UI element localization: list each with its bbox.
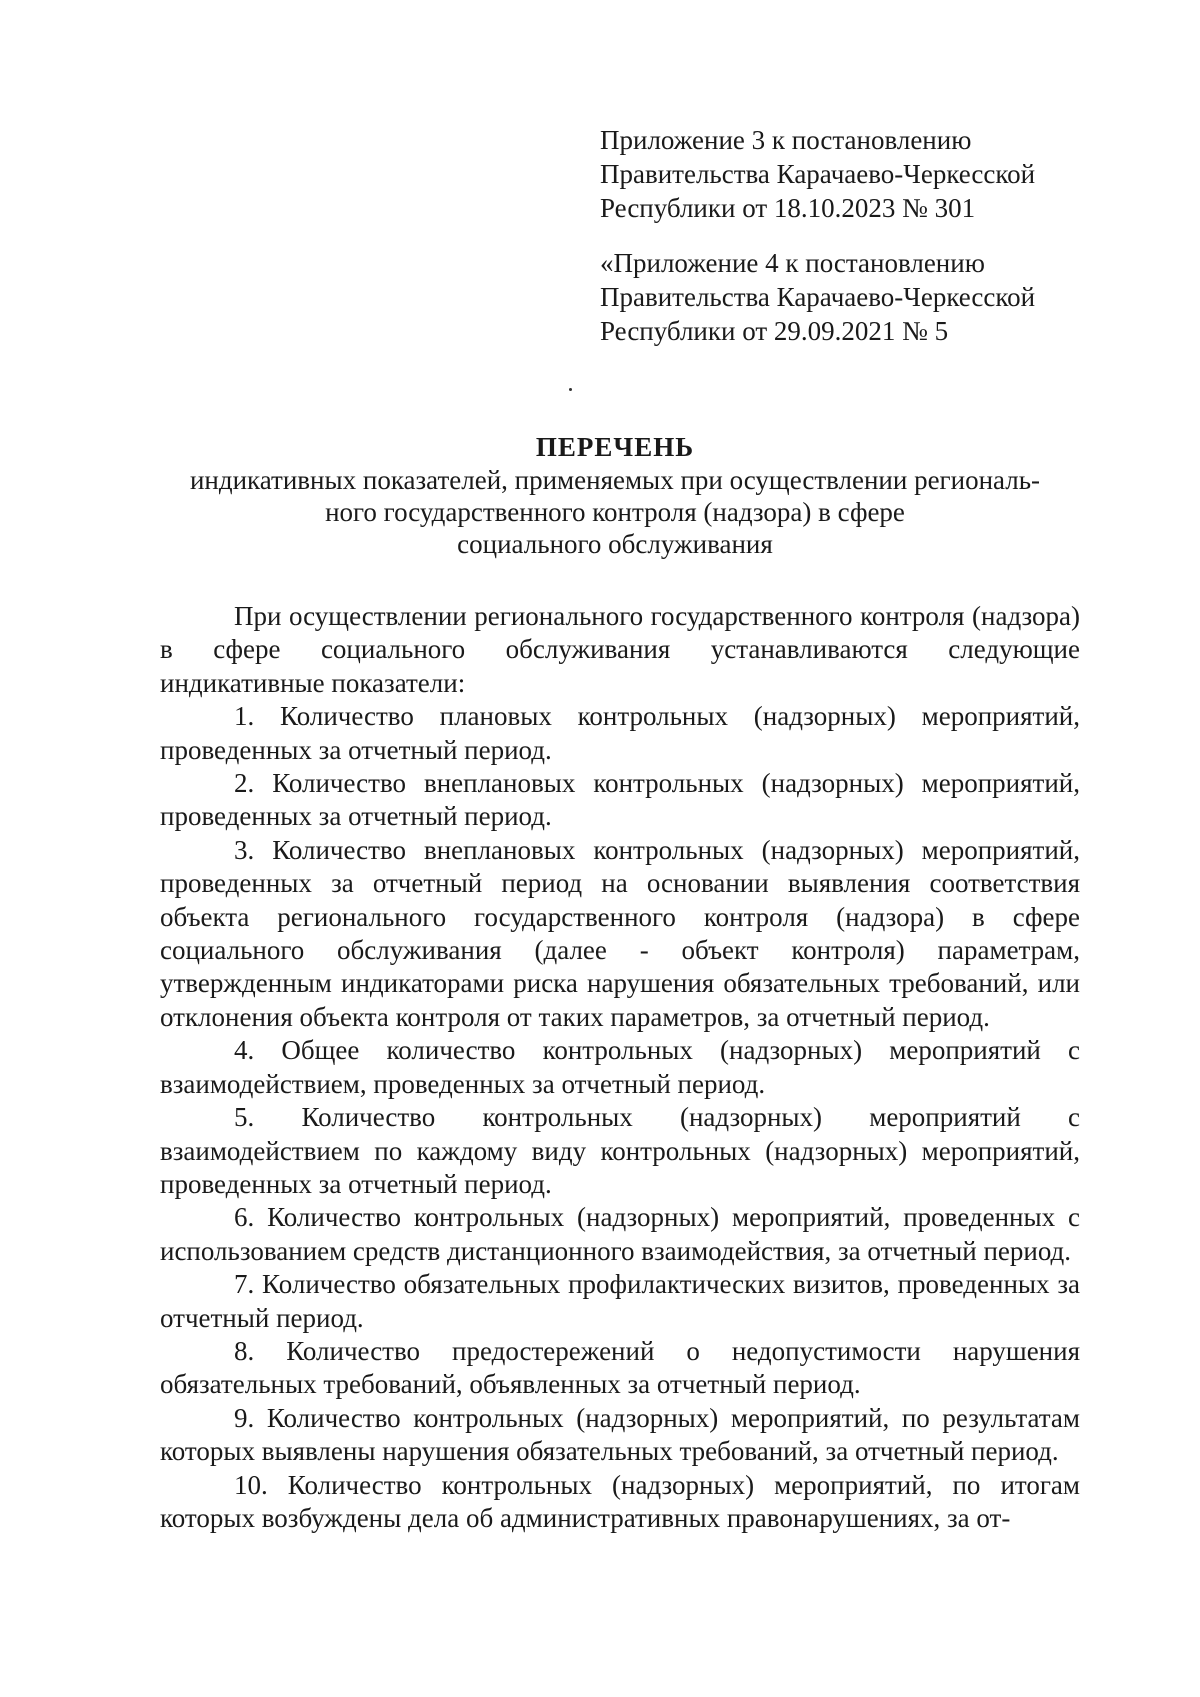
indicator-item: 8. Количество предостережений о недопустимости нарушения обязательных требований, объявленных за отчетный период. xyxy=(160,1335,1080,1400)
appendix-line: Республики от 29.09.2021 № 5 xyxy=(600,316,949,346)
document-heading xyxy=(150,430,1080,560)
indicator-item: 6. Количество контрольных (надзорных) мероприятий, проведенных с использованием средств дистанционного взаимодействия, за отчетный период. xyxy=(160,1202,1080,1266)
document-title: ПЕРЕЧЕНЬ xyxy=(535,432,695,462)
indicator-item: 3. Количество внеплановых контрольных (надзорных) мероприятий, проведенных за отчетный период на основании выявления соответствия объекта регионального государственного контроля (надзора) в сфере социального обслуживания (далее - объект контроля) параметрам, утвержденным индикаторами риска нарушения обязательных требований, или отклонения объекта контроля от таких параметров, за отчетный период. xyxy=(160,834,1080,1032)
document-subtitle-line: индикативных показателей, применяемых при осуществлении региональ- xyxy=(189,465,1041,495)
appendix-line: «Приложение 4 к постановлению xyxy=(600,248,985,278)
indicator-item: 5. Количество контрольных (надзорных) мероприятий с взаимодействием по каждому виду контрольных (надзорных) мероприятий, проведенных за отчетный период. xyxy=(160,1102,1080,1199)
indicator-item: 10. Количество контрольных (надзорных) мероприятий, по итогам которых возбуждены дела об административных правонарушениях, за от- xyxy=(160,1469,1080,1533)
appendix-reference-current xyxy=(600,123,1120,225)
appendix-line: Республики от 18.10.2023 № 301 xyxy=(600,193,976,223)
indicator-item: 1. Количество плановых контрольных (надзорных) мероприятий, проведенных за отчетный период. xyxy=(160,701,1080,765)
appendix-reference-previous xyxy=(600,246,1120,348)
appendix-line: Приложение 3 к постановлению xyxy=(600,125,972,155)
intro-paragraph: При осуществлении регионального государственного контроля (надзора) в сфере социального обслуживания устанавливаются следующие индикативные показатели: xyxy=(160,601,1080,698)
appendix-line: Правительства Карачаево-Черкесской xyxy=(600,159,1036,189)
indicator-item: 9. Количество контрольных (надзорных) мероприятий, по результатам которых выявлены нарушения обязательных требований, за отчетный период. xyxy=(160,1402,1080,1467)
scan-speck xyxy=(569,388,572,391)
document-subtitle-line: социального обслуживания xyxy=(457,529,773,559)
indicator-item: 7. Количество обязательных профилактических визитов, проведенных за отчетный период. xyxy=(160,1269,1080,1333)
document-body xyxy=(160,600,1080,1535)
appendix-line: Правительства Карачаево-Черкесской xyxy=(600,282,1036,312)
indicator-item: 4. Общее количество контрольных (надзорных) мероприятий с взаимодействием, проведенных за отчетный период. xyxy=(160,1035,1080,1099)
indicator-item: 2. Количество внеплановых контрольных (надзорных) мероприятий, проведенных за отчетный период. xyxy=(160,768,1080,832)
document-subtitle-line: ного государственного контроля (надзора) в сфере xyxy=(325,497,905,527)
